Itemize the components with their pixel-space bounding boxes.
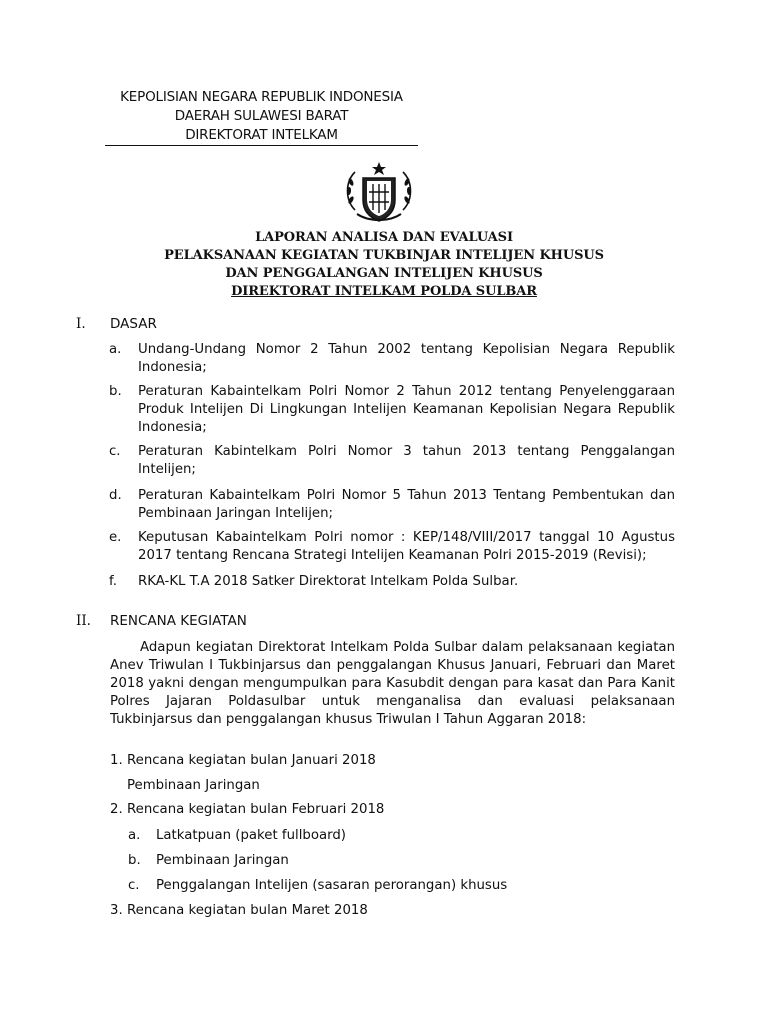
police-emblem-icon	[343, 160, 415, 224]
letterhead-line-1: KEPOLISIAN NEGARA REPUBLIK INDONESIA	[120, 89, 403, 105]
section-1-number: I.	[76, 316, 86, 332]
section-2-number: II.	[76, 613, 91, 629]
plan-item-marker: 1.	[110, 753, 123, 768]
list-item-marker: c.	[109, 444, 121, 459]
title-line-3: DAN PENGGALANGAN INTELIJEN KHUSUS	[225, 266, 543, 281]
list-item	[109, 341, 675, 377]
plan-item-text: Rencana kegiatan bulan Maret 2018	[127, 903, 368, 918]
letterhead-line-2: DAERAH SULAWESI BARAT	[174, 108, 349, 124]
list-item-marker: b.	[109, 384, 122, 399]
list-item	[109, 443, 675, 479]
report-title	[120, 229, 648, 301]
plan-item-marker: 3.	[110, 903, 123, 918]
plan-1-sub-text: Pembinaan Jaringan	[127, 778, 260, 793]
list-item-marker: d.	[109, 488, 122, 503]
letterhead-line-3: DIREKTORAT INTELKAM	[105, 126, 418, 146]
section-2-label: RENCANA KEGIATAN	[110, 613, 247, 629]
plan-item-text: Rencana kegiatan bulan Januari 2018	[127, 753, 376, 768]
list-item-marker: f.	[109, 574, 117, 589]
title-line-4: DIREKTORAT INTELKAM POLDA SULBAR	[231, 284, 537, 299]
list-item-text: RKA-KL T.A 2018 Satker Direktorat Intelkam Polda Sulbar.	[138, 574, 519, 589]
list-item-marker: a.	[109, 342, 122, 357]
section-1-label: DASAR	[110, 316, 157, 332]
list-item-text: Peraturan Kabintelkam Polri Nomor 3 tahun 2013 tentang Penggalangan Intelijen;	[138, 444, 675, 477]
list-item	[109, 529, 675, 565]
list-item	[109, 573, 675, 591]
title-line-1: LAPORAN ANALISA DAN EVALUASI	[255, 230, 513, 245]
plan-item-text: Rencana kegiatan bulan Februari 2018	[127, 802, 385, 817]
section-2-paragraph: Adapun kegiatan Direktorat Intelkam Polda Sulbar dalam pelaksanaan kegiatan Anev Triwulan I Tukbinjarsus dan penggalangan Khusus Januari, Februari dan Maret 2018 yakni dengan mengumpulkan para Kasubdit dengan para kasat dan Para Kanit Polres Jajaran Poldasulbar untuk menganalisa dan evaluasi pelaksanaan Tukbinjarsus dan penggalangan khusus Triwulan I Tahun Aggaran 2018:	[110, 640, 675, 727]
list-item-text: Peraturan Kabaintelkam Polri Nomor 5 Tahun 2013 Tentang Pembentukan dan Pembinaan Jaringan Intelijen;	[138, 488, 675, 521]
list-item-text: Undang-Undang Nomor 2 Tahun 2002 tentang Kepolisian Negara Republik Indonesia;	[138, 342, 675, 375]
plan-item-marker: 2.	[110, 802, 123, 817]
list-item	[109, 383, 675, 437]
list-item	[109, 487, 675, 523]
title-line-2: PELAKSANAAN KEGIATAN TUKBINJAR INTELIJEN KHUSUS	[164, 248, 604, 263]
document-page: KEPOLISIAN NEGARA REPUBLIK INDONESIA DAERAH SULAWESI BARAT DIREKTORAT INTELKAM LAPORAN ANALISA DAN EVALUASI PELAKSANAAN KEGIATAN TUKBINJAR INTELIJEN KHUSUS DAN PENGGALANGAN INTELIJEN KHUSUS DIREKTORAT INTELKAM POLDA SULBAR I. DASAR a. Undang-Undang Nomor 2 Tahun 2002 tentang Kepolisian Negara Republik Indonesia; b. Peraturan Kabaintelkam Polri Nomor 2 Tahun 2012 tentang Penyelenggaraan Produk Intelijen Di Lingkungan Intelijen Keamanan Kepolisian Negara Republik Indonesia; c. Peraturan Kabintelkam Polri Nomor 3 tahun 2013 tentang Penggalangan Intelijen; d. Peraturan Kabaintelkam Polri Nomor 5 Tahun 2013 Tentang Pembentukan dan Pembinaan Jaringan Intelijen; e. Keputusan Kabaintelkam Polri nomor : KEP/148/VIII/2017 tanggal 10 Agustus 2017 tentang Rencana Strategi Intelijen Keamanan Polri 2015-2019 (Revisi); f. RKA-KL T.A 2018 Satker Direktorat Intelkam Polda Sulbar. II. RENCANA KEGIATAN Adapun kegiatan Direktorat Intelkam Polda Sulbar dalam pelaksanaan kegiatan Anev Triwulan I Tukbinjarsus dan penggalangan Khusus Januari, Februari dan Maret 2018 yakni dengan mengumpulkan para Kasubdit dengan para kasat dan Para Kanit Polres Jajaran Poldasulbar untuk menganalisa dan evaluasi pelaksanaan Tukbinjarsus dan penggalangan khusus Triwulan I Tahun Aggaran 2018: 1. Rencana kegiatan bulan Januari 2018 Pembinaan Jaringan 2. Rencana kegiatan bulan Februari 2018 a. Latkatpuan (paket fullboard) b. Pembinaan Jaringan c. Penggalangan Intelijen (sasaran perorangan) khusus 3. Rencana kegiatan bulan Maret 2018	[76, 89, 675, 918]
letterhead	[105, 88, 418, 146]
list-item-text: Keputusan Kabaintelkam Polri nomor : KEP/148/VIII/2017 tanggal 10 Agustus 2017 tentang Rencana Strategi Intelijen Keamanan Polri 2015-2019 (Revisi);	[138, 530, 675, 563]
list-item-text: Peraturan Kabaintelkam Polri Nomor 2 Tahun 2012 tentang Penyelenggaraan Produk Intelijen Di Lingkungan Intelijen Keamanan Kepolisian Negara Republik Indonesia;	[138, 384, 675, 435]
list-item-marker: e.	[109, 530, 122, 545]
